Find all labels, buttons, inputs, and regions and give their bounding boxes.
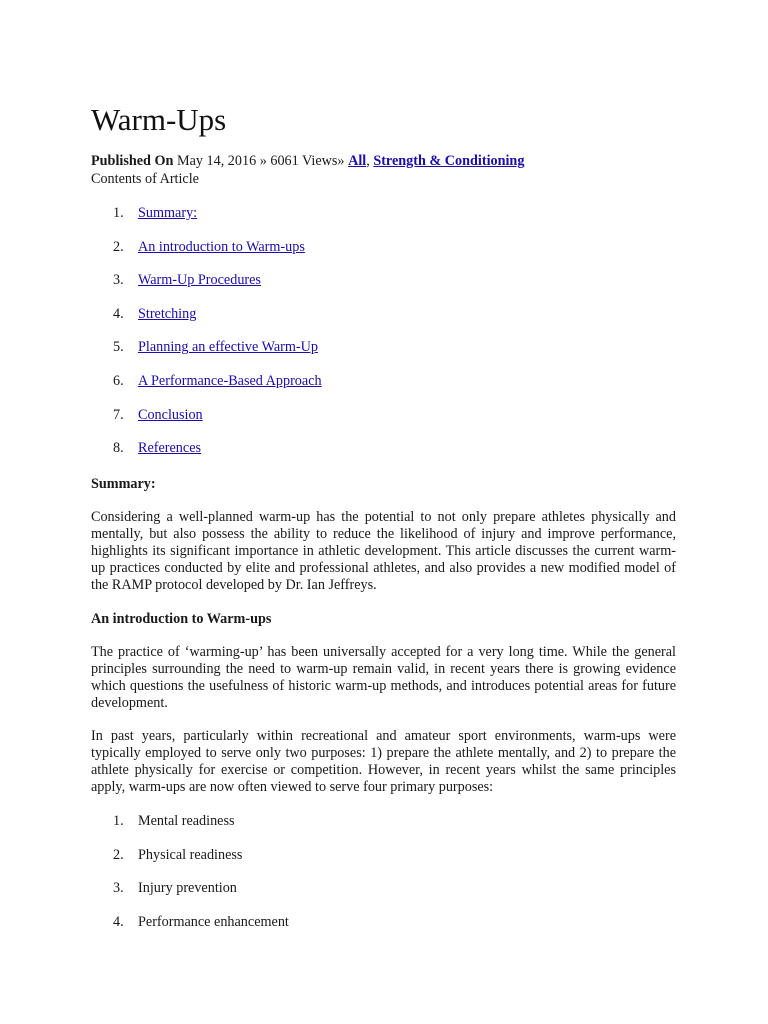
list-item-label: Injury prevention [138, 880, 237, 897]
toc-number: 5. [113, 339, 124, 356]
list-item-label: Performance enhancement [138, 913, 289, 930]
toc-link-performance-approach[interactable]: A Performance-Based Approach [138, 372, 322, 389]
toc-number: 2. [113, 238, 124, 255]
toc-number: 7. [113, 406, 124, 423]
toc-link-conclusion[interactable]: Conclusion [138, 406, 203, 423]
contents-label: Contents of Article [91, 171, 199, 187]
published-date: May 14, 2016 [176, 153, 257, 169]
introduction-paragraph-2: In past years, particularly within recreational and amateur sport environments, warm-ups were typically employed to serve only two purposes: 1) prepare the athlete mentally, and 2) to prepare the athlete physically for exercise or competition. However, in recent years whilst the same principles apply, warm-ups are now often viewed to serve four primary purposes: [91, 728, 676, 795]
toc-number: 1. [113, 205, 124, 221]
summary-heading: Summary: [91, 476, 156, 492]
category-link-all[interactable]: All [348, 153, 367, 169]
summary-paragraph: Considering a well-planned warm-up has the potential to not only prepare athletes physically and mentally, but also possess the ability to reduce the likelihood of injury and improve performance, highlights its significant importance in athletic development. This article discusses the current warm-up practices conducted by elite and professional athletes, and also provides a new modified model of the RAMP protocol developed by Dr. Ian Jeffreys. [91, 509, 676, 593]
toc-link-stretching[interactable]: Stretching [138, 305, 197, 322]
view-count: 6061 Views» [270, 153, 345, 169]
list-number: 4. [113, 913, 124, 930]
introduction-heading: An introduction to Warm-ups [91, 611, 272, 627]
toc-link-introduction[interactable]: An introduction to Warm-ups [138, 238, 305, 255]
published-label: Published On [91, 153, 174, 169]
toc-link-summary[interactable]: Summary: [138, 205, 198, 221]
list-item-label: Physical readiness [138, 846, 243, 863]
category-comma: , [366, 153, 370, 169]
toc-link-planning[interactable]: Planning an effective Warm-Up [138, 339, 318, 356]
category-link-strength-conditioning[interactable]: Strength & Conditioning [373, 153, 525, 169]
toc-number: 8. [113, 440, 124, 457]
page-title: Warm-Ups [91, 102, 227, 137]
toc-link-references[interactable]: References [138, 440, 202, 457]
list-number: 2. [113, 846, 124, 863]
meta-separator: » [259, 153, 267, 169]
toc-number: 3. [113, 272, 124, 289]
article-meta [91, 152, 524, 170]
list-number: 3. [113, 880, 124, 897]
toc-link-warm-up-procedures[interactable]: Warm-Up Procedures [138, 272, 261, 289]
introduction-paragraph-1: The practice of ‘warming-up’ has been universally accepted for a very long time. While the general principles surrounding the need to warm-up remain valid, in recent years there is growing evidence which questions the usefulness of historic warm-up methods, and introduces potential areas for future development. [91, 644, 676, 711]
toc-number: 6. [113, 372, 124, 389]
list-item-label: Mental readiness [138, 813, 235, 829]
toc-number: 4. [113, 305, 124, 322]
list-number: 1. [113, 813, 124, 829]
